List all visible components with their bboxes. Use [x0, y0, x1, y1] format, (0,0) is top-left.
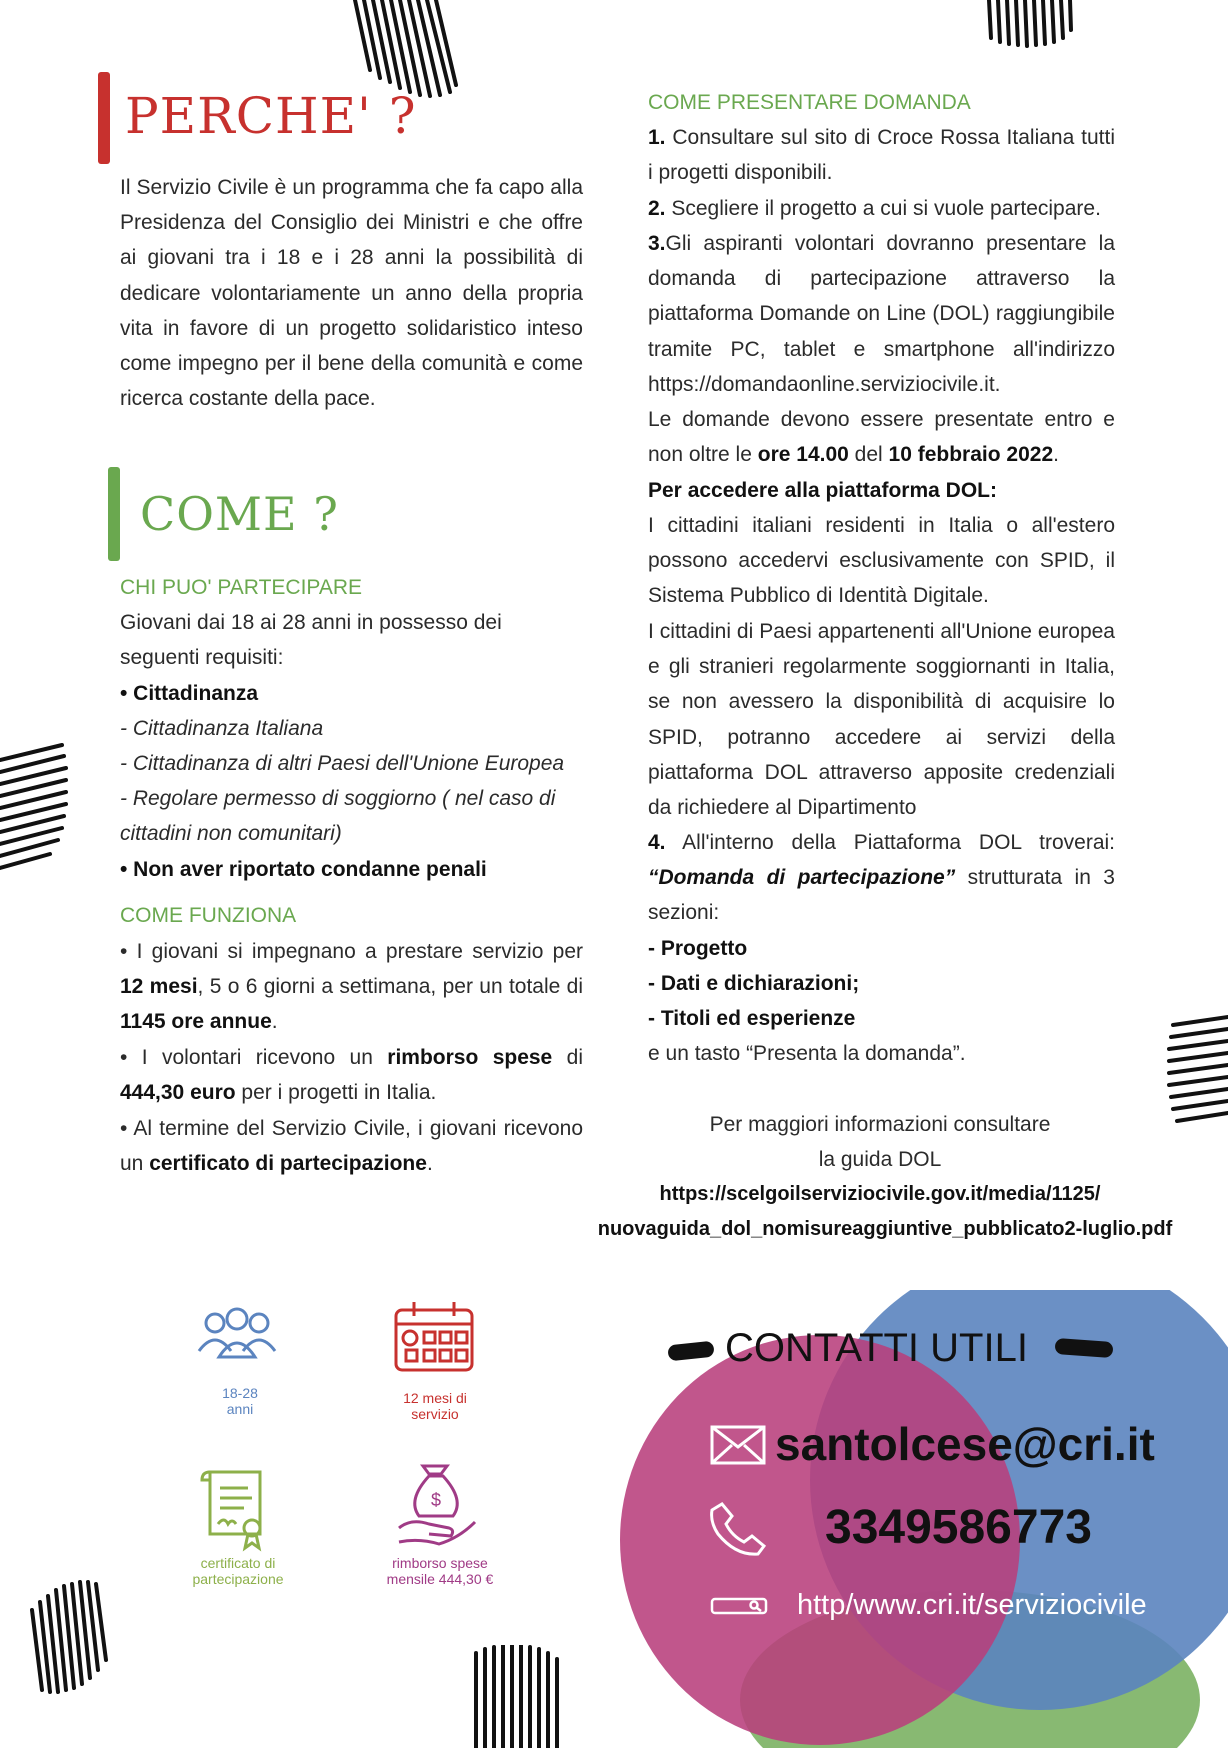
section-dati: - Dati e dichiarazioni;	[648, 972, 860, 995]
f2-text-mid: di	[552, 1046, 583, 1069]
contact-email[interactable]: santolcese@cri.it	[775, 1418, 1155, 1470]
deadline-ore: ore 14.00	[757, 443, 849, 467]
domanda-deadline	[648, 402, 1115, 472]
browser-icon	[710, 1596, 768, 1616]
access-title: Per accedere alla piattaforma DOL:	[648, 479, 997, 502]
perche-text: Il Servizio Civile è un programma che fa capo alla Presidenza del Consiglio dei Ministri e che offre ai giovani tra i 18 e i 28 anni la possibilità di dedicare volontariamente un anno della propria vita in favore di un progetto solidaristico inteso come impegno per il bene della comunità e come ricerca costante della pace.	[120, 176, 583, 411]
refund-caption: rimborso spese mensile 444,30 €	[386, 1555, 494, 1587]
people-icon	[195, 1305, 280, 1365]
stripes-bottom-left	[30, 1580, 110, 1695]
chi-intro: Giovani dai 18 ai 28 anni in possesso dei seguenti requisiti:	[120, 611, 502, 670]
req-cittadinanza-ue: - Cittadinanza di altri Paesi dell'Unione Europea	[120, 752, 565, 775]
step-4-number: 4.	[648, 831, 666, 854]
chi-title: CHI PUO' PARTECIPARE	[120, 576, 363, 599]
f2-rimborso: rimborso spese	[387, 1046, 553, 1069]
f1-text-mid: , 5 o 6 giorni a settimana, per un totale di	[197, 975, 583, 999]
f2-euro: 444,30 euro	[120, 1081, 236, 1105]
step-2-number: 2.	[648, 197, 666, 220]
section-titoli: - Titoli ed esperienze	[648, 1007, 856, 1030]
step-1-text: Consultare sul sito di Croce Rossa Italiana tutti i progetti disponibili.	[648, 126, 1115, 185]
contact-website[interactable]: http/www.cri.it/serviziocivile	[797, 1589, 1147, 1621]
contatti-title: CONTATTI UTILI	[725, 1326, 1028, 1370]
domanda-step-4	[648, 825, 1115, 931]
come-marker	[108, 467, 120, 561]
info-line-2: la guida DOL	[818, 1148, 942, 1171]
access-text-2: I cittadini di Paesi appartenenti all'Unione europea e gli stranieri regolarmente soggiornanti in Italia, se non avessero la disponibilità di acquisire lo SPID, potranno accedere ai servizi della piattaforma DOL attraverso apposite credenziali da richiedere al Dipartimento	[648, 620, 1115, 820]
domanda-step-3	[648, 226, 1115, 402]
funziona-point-2	[120, 1040, 583, 1110]
phone-icon	[710, 1500, 768, 1558]
calendar-icon	[392, 1300, 477, 1375]
f2-end: per i progetti in Italia.	[235, 1081, 437, 1105]
step-3-text: Gli aspiranti volontari dovranno presentare la domanda di partecipazione attraverso la piattaforma Domande on Line (DOL) raggiungibile tramite PC, tablet e smartphone all'indirizzo https://domandaonline.serviziocivile.it.	[648, 232, 1115, 396]
req-cittadinanza: • Cittadinanza	[120, 682, 259, 705]
f2-text: • I volontari ricevono un	[120, 1046, 388, 1069]
funziona-point-3	[120, 1111, 583, 1181]
f1-text: • I giovani si impegnano a prestare servizio per	[120, 940, 583, 963]
deadline-date: 10 febbraio 2022	[888, 443, 1054, 467]
stripes-top-right	[985, 0, 1075, 50]
step-3-number: 3.	[648, 232, 666, 255]
stripes-left-middle	[0, 740, 70, 880]
funziona-point-1	[120, 934, 583, 1040]
info-line-1: Per maggiori informazioni consultare	[709, 1113, 1051, 1136]
come-heading: COME ?	[140, 487, 339, 541]
f3-certificato: certificato di partecipazione	[149, 1152, 427, 1176]
step-4-rest: strutturata in 3 sezioni:	[648, 866, 1115, 925]
certificate-icon	[200, 1462, 272, 1552]
presenta-tasto: e un tasto “Presenta la domanda”.	[648, 1042, 966, 1065]
req-condanne: • Non aver riportato condanne penali	[120, 858, 487, 881]
access-text-1: I cittadini italiani residenti in Italia o all'estero possono accedervi esclusivamente con SPID, il Sistema Pubblico di Identità Digitale.	[648, 514, 1115, 608]
guida-link-2[interactable]: nuovaguida_dol_nomisureaggiuntive_pubblicato2-luglio.pdf	[597, 1218, 1173, 1240]
f3-end: .	[426, 1152, 433, 1176]
f1-ore: 1145 ore annue	[120, 1010, 272, 1034]
stripes-top-center	[350, 0, 460, 100]
domanda-title: COME PRESENTARE DOMANDA	[648, 91, 971, 114]
step-2-text: Scegliere il progetto a cui si vuole partecipare.	[665, 197, 1101, 220]
deadline-text: Le domande devono essere presentate entro e non oltre le	[648, 408, 1115, 467]
months-caption: 12 mesi di servizio	[403, 1390, 467, 1422]
funziona-title: COME FUNZIONA	[120, 904, 297, 927]
req-permesso: - Regolare permesso di soggiorno ( nel caso di cittadini non comunitari)	[120, 787, 556, 846]
svg-text:$: $	[430, 1490, 442, 1510]
deadline-text-mid: del	[848, 443, 889, 467]
section-progetto: - Progetto	[648, 937, 748, 960]
step-4-text: All'interno della Piattaforma DOL troverai:	[665, 831, 1115, 854]
stripes-bottom-center	[470, 1645, 565, 1748]
step-1-number: 1.	[648, 126, 666, 149]
guida-link-1[interactable]: https://scelgoilserviziocivile.gov.it/media/1125/	[659, 1183, 1101, 1205]
f3-text: • Al termine del Servizio Civile, i giovani ricevono un	[120, 1117, 583, 1176]
step-4-quote: “Domanda di partecipazione”	[648, 866, 956, 890]
age-caption: 18-28 anni	[222, 1385, 258, 1417]
contact-phone[interactable]: 3349586773	[825, 1501, 1092, 1554]
domanda-step-1	[648, 120, 1115, 190]
deadline-end: .	[1053, 443, 1059, 467]
certificate-caption: certificato di partecipazione	[192, 1555, 284, 1587]
req-cittadinanza-italiana: - Cittadinanza Italiana	[120, 717, 324, 740]
perche-marker	[98, 72, 110, 164]
domanda-step-2	[648, 191, 1115, 226]
f1-end: .	[271, 1010, 278, 1034]
f1-mesi: 12 mesi	[120, 975, 198, 999]
email-icon	[710, 1425, 766, 1465]
money-bag-icon	[395, 1462, 480, 1547]
perche-heading: PERCHE' ?	[125, 87, 417, 145]
